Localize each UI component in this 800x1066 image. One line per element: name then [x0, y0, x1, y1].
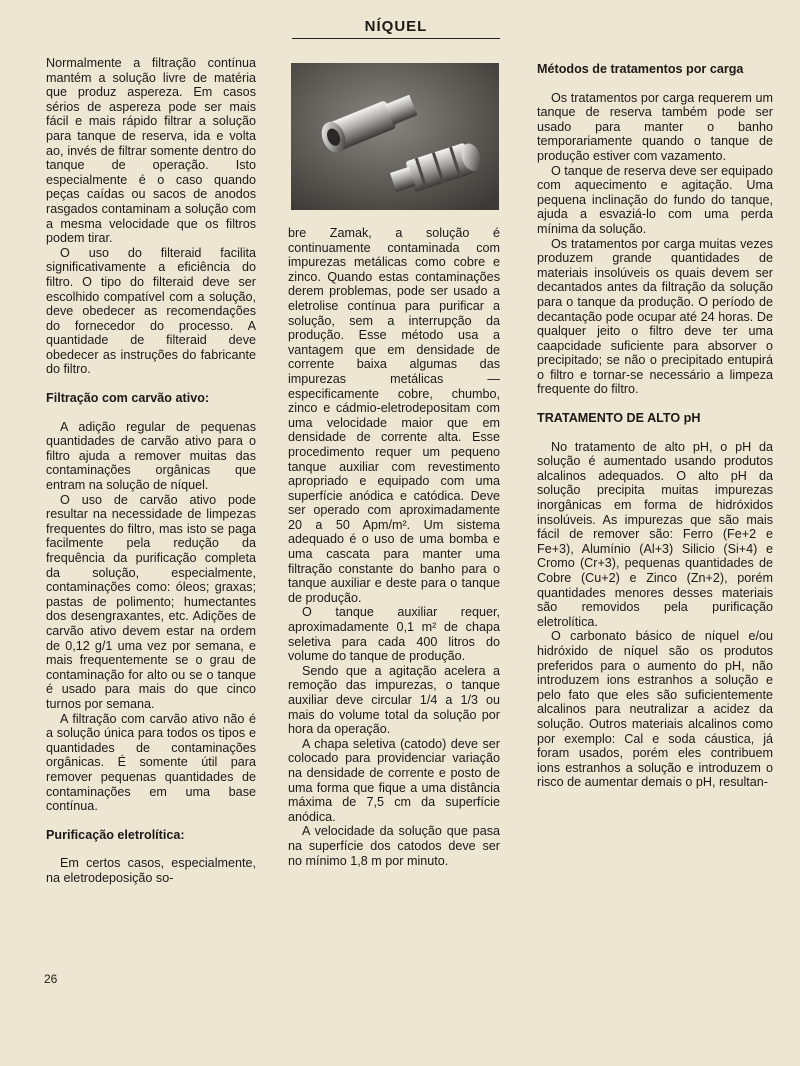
photo-graphic [291, 63, 499, 210]
paragraph: Normalmente a filtração contínua mantém a solução livre de matéria que produz aspereza. Em casos sérios de aspereza pode ser mais fácil e mais rápido filtrar a solução para tanque de reserva, ida e volta ao, invés de filtrar somente dentro do tanque de operação. Isto especialmente é o caso quando peças caídas ou sacos de anodos rasgados contaminam a solução com a mesma velocidade que os filtros podem tirar. [46, 56, 256, 246]
paragraph: bre Zamak, a solução é continuamente contaminada com impurezas metálicas como cobre e zinco. Quando estas contaminações derem problemas, pode ser usado a eletrolise contínua para purificar a solução, sem a interrupção da produção. Esse método usa a vantagem que em densidade de corrente baixa algumas das impurezas metálicas — especificamente cobre, chumbo, zinco e cádmio-eletrodepositam com uma velocidade maior que em densidade de corrente alta. Esse procedimento requer um pequeno tanque auxiliar com revestimento apropriado e equipado com uma superfície anódica e catódica. Deve ser operado com aproximadamente 20 a 50 Apm/m². Um sistema adequado é o uso de uma bomba e uma cascata para manter uma filtração constante do banho para o tanque auxiliar e deste para o tanque de produção. [288, 226, 500, 605]
paragraph: A chapa seletiva (catodo) deve ser colocado para providenciar variação na densidade de corrente e posto de uma forma que fique a uma distância máxima de 7,5 cm da superfície anódica. [288, 736, 500, 824]
paragraph: O uso do filteraid facilita significativamente a eficiência do filtro. O tipo do filteraid deve ser escolhido compatível com a solução, deve obedecer as recomendações do fornecedor do processo. A quantidade de filteraid deve obedecer as instruções do fabricante do filtro. [46, 245, 256, 377]
paragraph: A filtração com carvão ativo não é a solução única para todos os tipos e quantidades de contaminações orgânicas. É somente útil para remover pequenas quantidades de contaminações em uma base contínua. [46, 711, 256, 814]
paragraph: O tanque de reserva deve ser equipado com aquecimento e agitação. Uma pequena inclinação do fundo do tanque, ajuda a esvaziá-lo com uma perda mínima da solução. [537, 163, 773, 236]
section-heading: Purificação eletrolítica: [46, 827, 185, 842]
nickel-plated-fittings-photo [291, 63, 499, 210]
section-heading: Filtração com carvão ativo: [46, 391, 210, 406]
column-middle [288, 226, 500, 868]
section-heading: Métodos de tratamentos por carga [537, 62, 744, 76]
paragraph: O tanque auxiliar requer, aproximadamente 0,1 m² de chapa seletiva para cada 400 litros do volume do tanque de produção. [288, 605, 500, 664]
paragraph: A velocidade da solução que pasa na superfície dos catodos deve ser no mínimo 1,8 m por minuto. [288, 824, 500, 868]
section-heading: TRATAMENTO DE ALTO pH [537, 411, 701, 426]
paragraph: Sendo que a agitação acelera a remoção das impurezas, o tanque auxiliar deve circular 1/4 a 1/3 ou mais do volume total da solução por hora da operação. [288, 663, 500, 737]
paragraph: Em certos casos, especialmente, na eletrodeposição so- [46, 856, 256, 885]
paragraph: No tratamento de alto pH, o pH da solução é aumentado usando produtos alcalinos adequados. O alto pH da solução precipita muitas impurezas inorgânicas em forma de hidróxidos insolúveis. As impurezas que são mais fácil de remover são: Ferro (Fe+2 e Fe+3), Alumínio (Al+3) Silicio (Si+4) e Cromo (Cr+3), pequenas quantidades de Cobre (Cu+2) e Zinco (Zn+2), porém quantidades menores desses materiais são removidos pela purificação eletrolítica. [537, 439, 773, 629]
column-left [46, 56, 256, 885]
paragraph: O carbonato básico de níquel e/ou hidróxido de níquel são os produtos preferidos para o aumento do pH, não introduzem ions estranhos a solução e pelo fato que eles são suficientemente alcalinos para neutralizar a acidez da solução. Outros materiais alcalinos como por exemplo: Cal e soda cáustica, já foram usados, porém eles contribuem ions estranhos a solução e introduzem o risco de aumentar demais o pH, resultan- [537, 629, 773, 790]
page-number: 26 [44, 972, 58, 986]
paragraph: Os tratamentos por carga muitas vezes produzem grande quantidades de materiais insolúveis os quais devem ser decantados antes da filtração da solução para o tanque da produção. O período de decantação pode ocupar até 24 horas. De qualquer jeito o filtro deve ter uma caapcidade suficiente para absorver o precipitado; se não o precipitado entupirá o filtro e tornar-se necessário a limpeza frequente do filtro. [537, 236, 773, 397]
paragraph: O uso de carvão ativo pode resultar na necessidade de limpezas frequentes do filtro, mas isto se paga facilmente pela redução da frequência da purificação completa da solução, especialmente, contaminações como: óleos; graxas; pastas de polimento; humectantes dos desengraxantes, etc. Adições de carvão ativo devem estar na ordem de 0,12 g/1 uma vez por semana, e mais frequentemente se o grau de contaminação for alto ou se o tanque é usado para mais do que cinco turnos por semana. [46, 492, 256, 711]
page-title: NÍQUEL [292, 18, 500, 39]
column-right [537, 62, 773, 790]
paragraph: Os tratamentos por carga requerem um tanque de reserva também pode ser usado para manter o banho temporariamente quando o tanque de produção estiver com vazamento. [537, 90, 773, 163]
paragraph: A adição regular de pequenas quantidades de carvão ativo para o filtro ajuda a remover muitas das contaminações orgânicas que entram na solução de níquel. [46, 419, 256, 493]
